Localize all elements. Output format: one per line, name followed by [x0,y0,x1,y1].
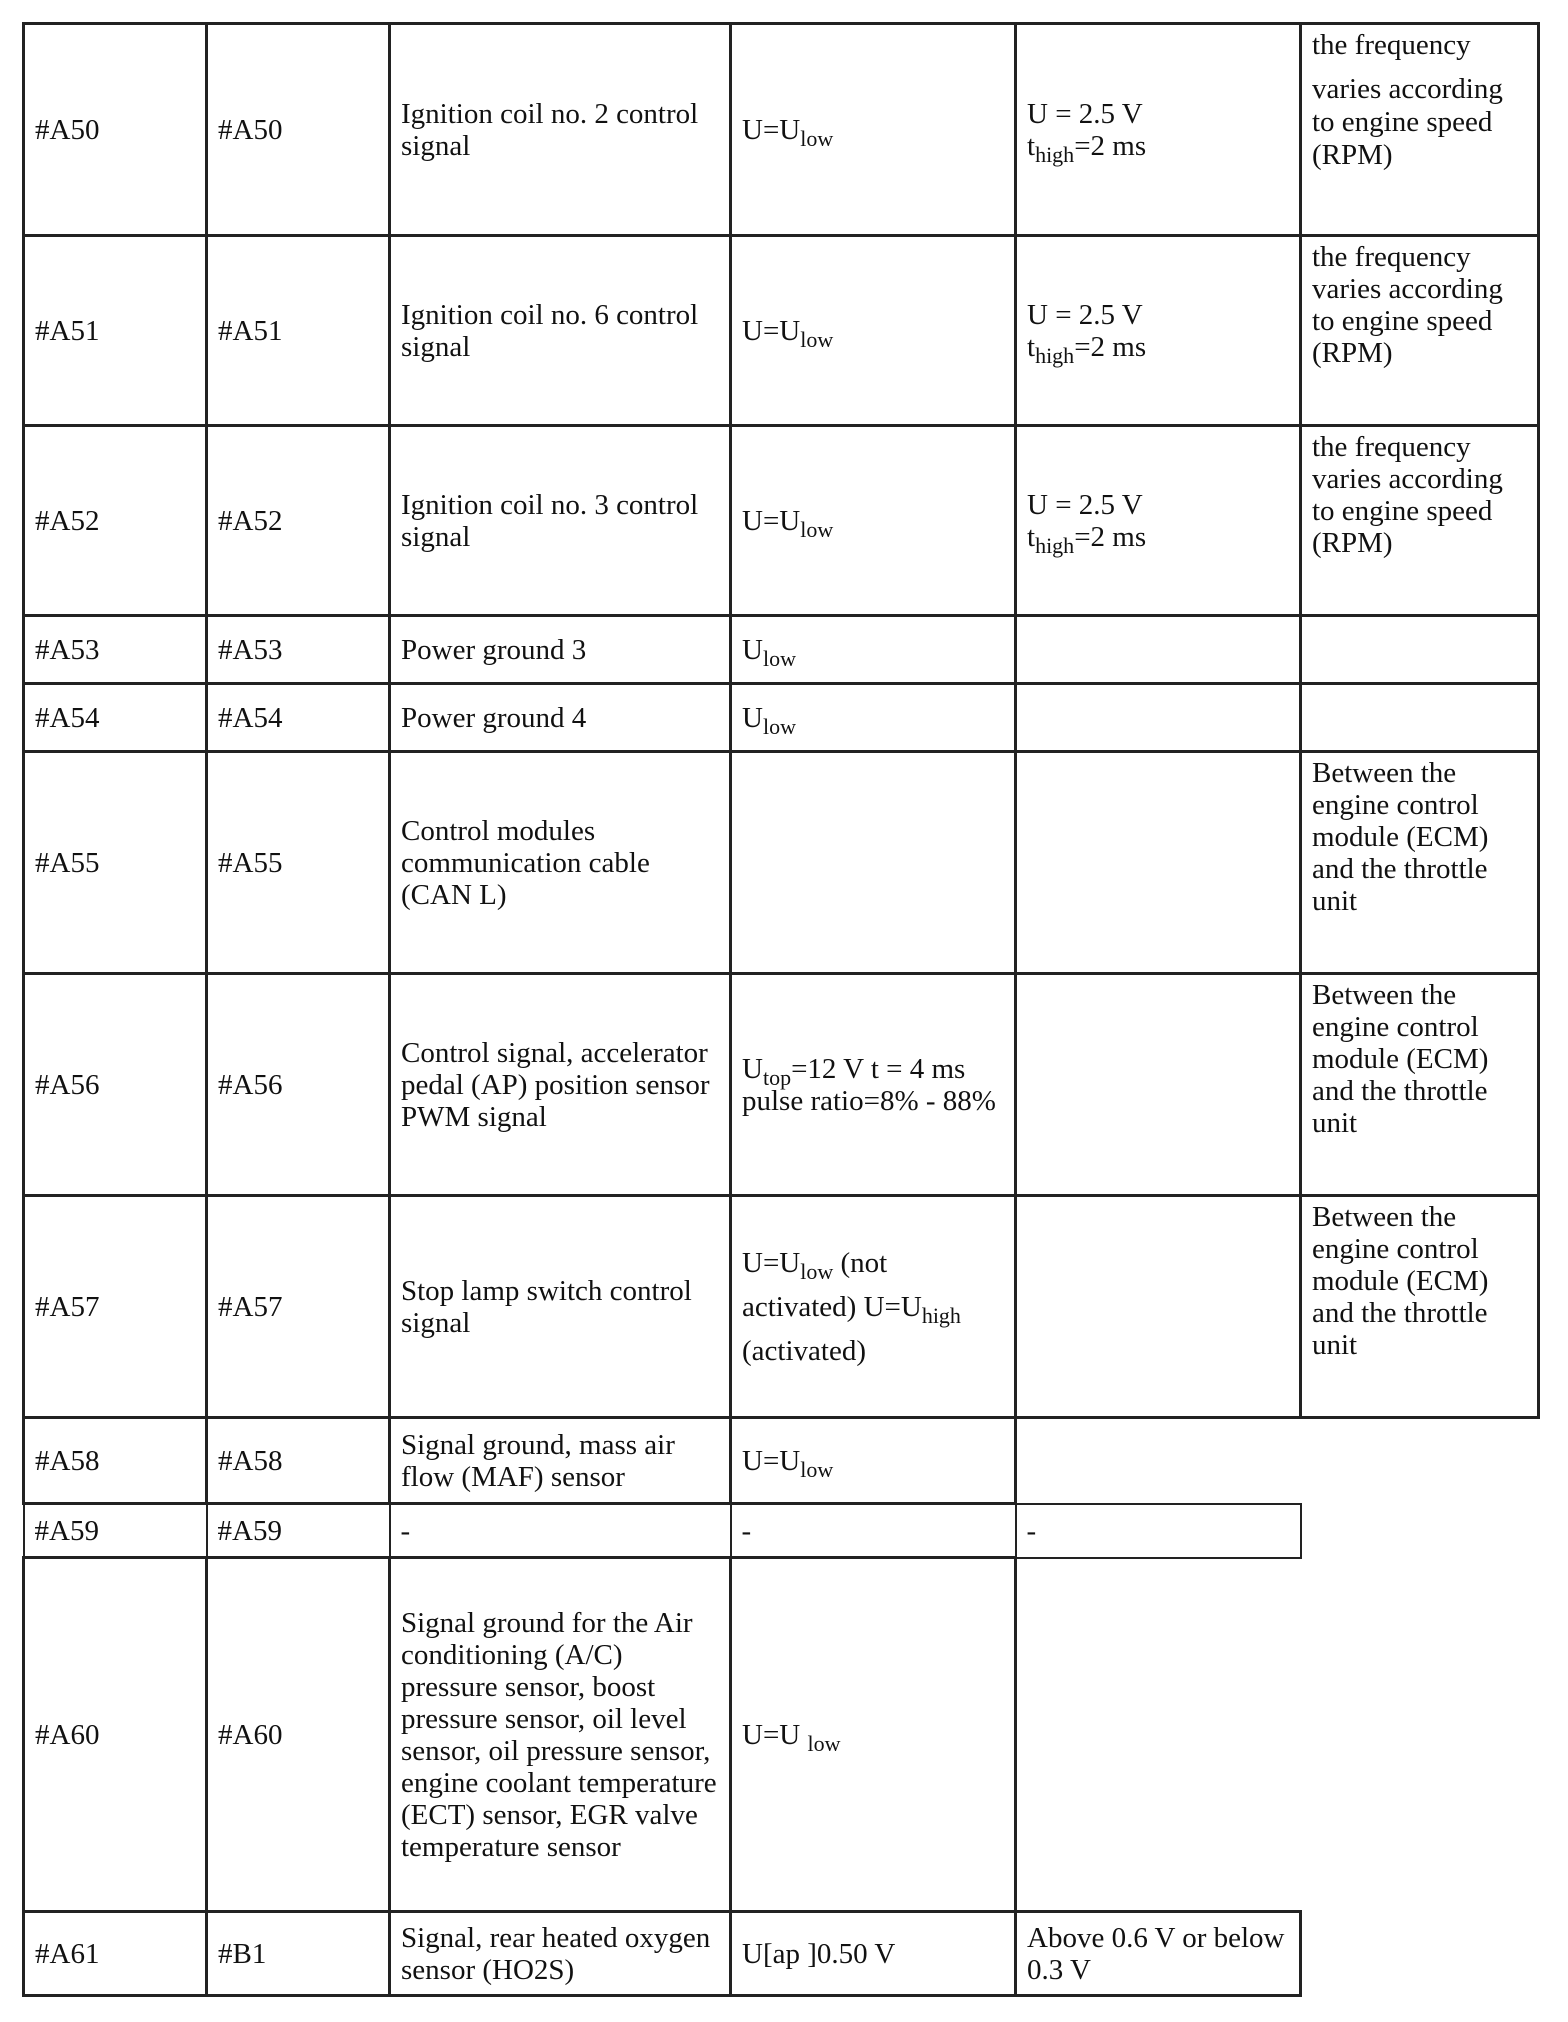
pin-cell: #A59 [24,1504,207,1558]
measurement-cell [1016,1196,1301,1418]
description-cell: Control signal, accelerator pedal (AP) position sensor PWM signal [390,974,731,1196]
measurement-cell: U = 2.5 V $t_{high}=2$ ms [1016,24,1301,236]
note-cell: the frequency varies according to engine speed (RPM) [1301,24,1539,236]
pin-cell: #A59 [207,1504,390,1558]
description-cell: Signal ground for the Air conditioning (A/C) pressure sensor, boost pressure sensor, oil level sensor, oil pressure sensor, engine coolant temperature (ECT) sensor, EGR valve temperature sensor [390,1558,731,1912]
table-row [24,236,1539,426]
voltage-cell: $U=U_{low}$ [731,236,1016,426]
pin-cell: #A54 [207,684,390,752]
voltage-cell: U[ap ]0.50 V [731,1912,1016,1996]
note-cell [1301,1912,1539,1996]
table-row [24,1912,1539,1996]
pin-cell: #A52 [207,426,390,616]
measurement-cell [1016,974,1301,1196]
pin-cell: #A56 [24,974,207,1196]
description-cell: Signal, rear heated oxygen sensor (HO2S) [390,1912,731,1996]
voltage-cell: - [731,1504,1016,1558]
pin-cell: #A51 [207,236,390,426]
voltage-cell: $U=U_{low}$ [731,24,1016,236]
pin-cell: #A61 [24,1912,207,1996]
table-row [24,426,1539,616]
measurement-cell: - [1016,1504,1301,1558]
note-cell: the frequency varies according to engine speed (RPM) [1301,426,1539,616]
pin-cell: #A56 [207,974,390,1196]
voltage-cell: $U_{top}=12$ V t = 4 ms pulse ratio=8% - 88% [731,974,1016,1196]
pin-cell: #A55 [207,752,390,974]
voltage-cell: $U_{low}$ [731,684,1016,752]
table-row [24,1196,1539,1418]
voltage-cell: U=U $_{low}$ [731,1558,1016,1912]
pin-cell: #A53 [207,616,390,684]
pin-cell: #A51 [24,236,207,426]
note-cell [1301,616,1539,684]
table-row [24,684,1539,752]
note-cell [1301,684,1539,752]
table-row [24,974,1539,1196]
voltage-cell: $U=U_{low}$ [731,426,1016,616]
table-row [24,1558,1539,1912]
measurement-cell [1016,616,1301,684]
note-cell [1301,1504,1539,1558]
pin-cell: #B1 [207,1912,390,1996]
voltage-cell [731,752,1016,974]
measurement-cell [1016,752,1301,974]
description-cell: Power ground 4 [390,684,731,752]
table-row [24,1418,1539,1504]
description-cell: Ignition coil no. 2 control signal [390,24,731,236]
voltage-cell: $U=U_{low}$ [731,1418,1016,1504]
measurement-cell: U = 2.5 V $t_{high}=2$ ms [1016,426,1301,616]
note-cell: Between the engine control module (ECM) and the throttle unit [1301,1196,1539,1418]
note-cell [1301,1418,1539,1504]
pin-cell: #A60 [24,1558,207,1912]
note-cell: the frequency varies according to engine speed (RPM) [1301,236,1539,426]
voltage-cell: $U_{low}$ [731,616,1016,684]
description-cell: Control modules communication cable (CAN L) [390,752,731,974]
pin-cell: #A57 [24,1196,207,1418]
description-cell: Ignition coil no. 6 control signal [390,236,731,426]
table-row [24,24,1539,236]
description-cell: Stop lamp switch control signal [390,1196,731,1418]
pin-cell: #A57 [207,1196,390,1418]
pin-cell: #A50 [24,24,207,236]
pin-cell: #A53 [24,616,207,684]
pin-table [22,22,1540,1997]
note-cell [1301,1558,1539,1912]
measurement-cell [1016,684,1301,752]
note-cell: Between the engine control module (ECM) and the throttle unit [1301,974,1539,1196]
voltage-cell: $U=U_{low}$ (not activated) $U=U_{high}$ (activated) [731,1196,1016,1418]
description-cell: Ignition coil no. 3 control signal [390,426,731,616]
pin-cell: #A54 [24,684,207,752]
measurement-cell [1016,1418,1301,1504]
note-cell: Between the engine control module (ECM) and the throttle unit [1301,752,1539,974]
description-cell: Signal ground, mass air flow (MAF) sensor [390,1418,731,1504]
pin-cell: #A55 [24,752,207,974]
measurement-cell: Above 0.6 V or below 0.3 V [1016,1912,1301,1996]
table-row [24,1504,1539,1558]
pin-cell: #A58 [24,1418,207,1504]
pin-cell: #A52 [24,426,207,616]
table-row [24,752,1539,974]
measurement-cell [1016,1558,1301,1912]
table-row [24,616,1539,684]
measurement-cell: U = 2.5 V $t_{high}=2$ ms [1016,236,1301,426]
pin-cell: #A60 [207,1558,390,1912]
description-cell: - [390,1504,731,1558]
pin-cell: #A58 [207,1418,390,1504]
pin-cell: #A50 [207,24,390,236]
description-cell: Power ground 3 [390,616,731,684]
